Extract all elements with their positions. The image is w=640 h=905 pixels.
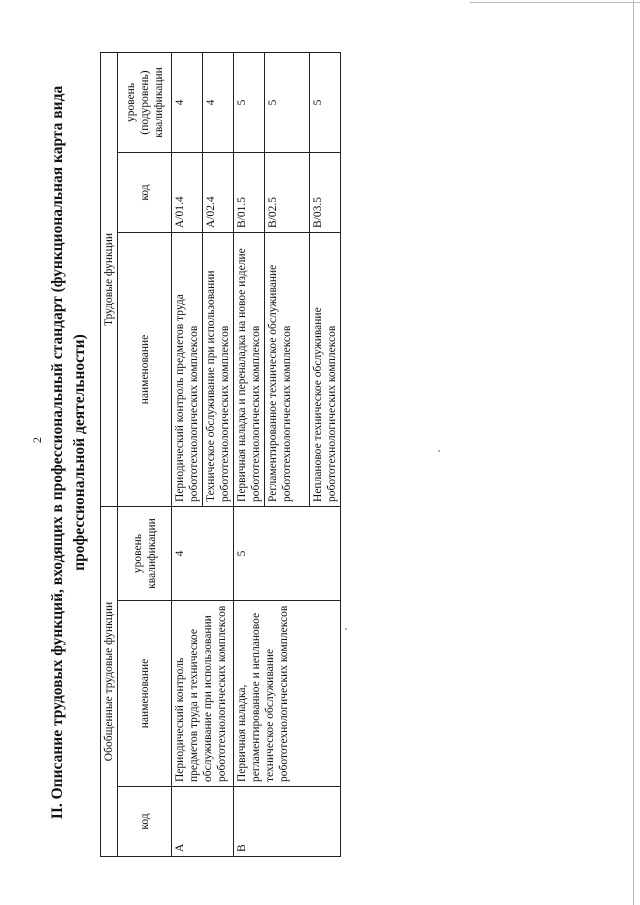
table-group-header-row [101,52,118,856]
group-level-cell: 4 [172,506,234,600]
header-generalized-functions: Обобщенные трудовые функции [101,506,118,856]
function-level-cell: 5 [234,52,265,152]
function-name-cell: Регламентированное техническое обслуживание робототехнологических комплексов [265,232,310,506]
group-level-cell: 5 [234,506,341,600]
function-code-cell: B/02.5 [265,152,310,232]
functional-map-table [100,52,341,857]
function-code-cell: B/01.5 [234,152,265,232]
function-name-cell: Техническое обслуживание при использовании робототехнологических комплексов [203,232,234,506]
group-code-cell: A [172,787,234,857]
function-name-cell: Периодический контроль предметов труда робототехнологических комплексов [172,232,203,506]
function-level-cell: 5 [310,52,341,152]
group-name-cell: Первичная наладка, регламентированное и неплановое техническое обслуживание робототехнологических комплексов [234,601,341,787]
function-code-cell: A/02.4 [203,152,234,232]
function-code-cell: A/01.4 [172,152,203,232]
section-title: II. Описание трудовых функций, входящих в профессиональный стандарт (функциональная карта вида [49,85,66,820]
function-name-cell: Неплановое техническое обслуживание робототехнологических комплексов [310,232,341,506]
header-level: уровень квалификации [118,506,172,600]
group-code-cell: B [234,787,341,857]
function-level-cell: 5 [265,52,310,152]
table-row [234,52,265,856]
function-level-cell: 4 [203,52,234,152]
header-function-name: наименование [118,232,172,506]
function-code-cell: B/03.5 [310,152,341,232]
group-name-cell: Периодический контроль предметов труда и техническое обслуживание при использовании робототехнологических комплексов [172,601,234,787]
table-row [172,52,203,856]
header-code: код [118,787,172,857]
header-sublevel: уровень (подуровень) квалификации [118,52,172,152]
function-name-cell: Первичная наладка и переналадка на новое изделие робототехнологических комплексов [234,232,265,506]
function-level-cell: 4 [172,52,203,152]
header-function-code: код [118,152,172,232]
table-column-header-row [118,52,172,856]
header-labor-functions: Трудовые функции [101,52,118,506]
page-number: 2 [30,437,44,443]
header-name: наименование [118,601,172,787]
section-title-continued: профессиональной деятельности) [71,334,88,571]
